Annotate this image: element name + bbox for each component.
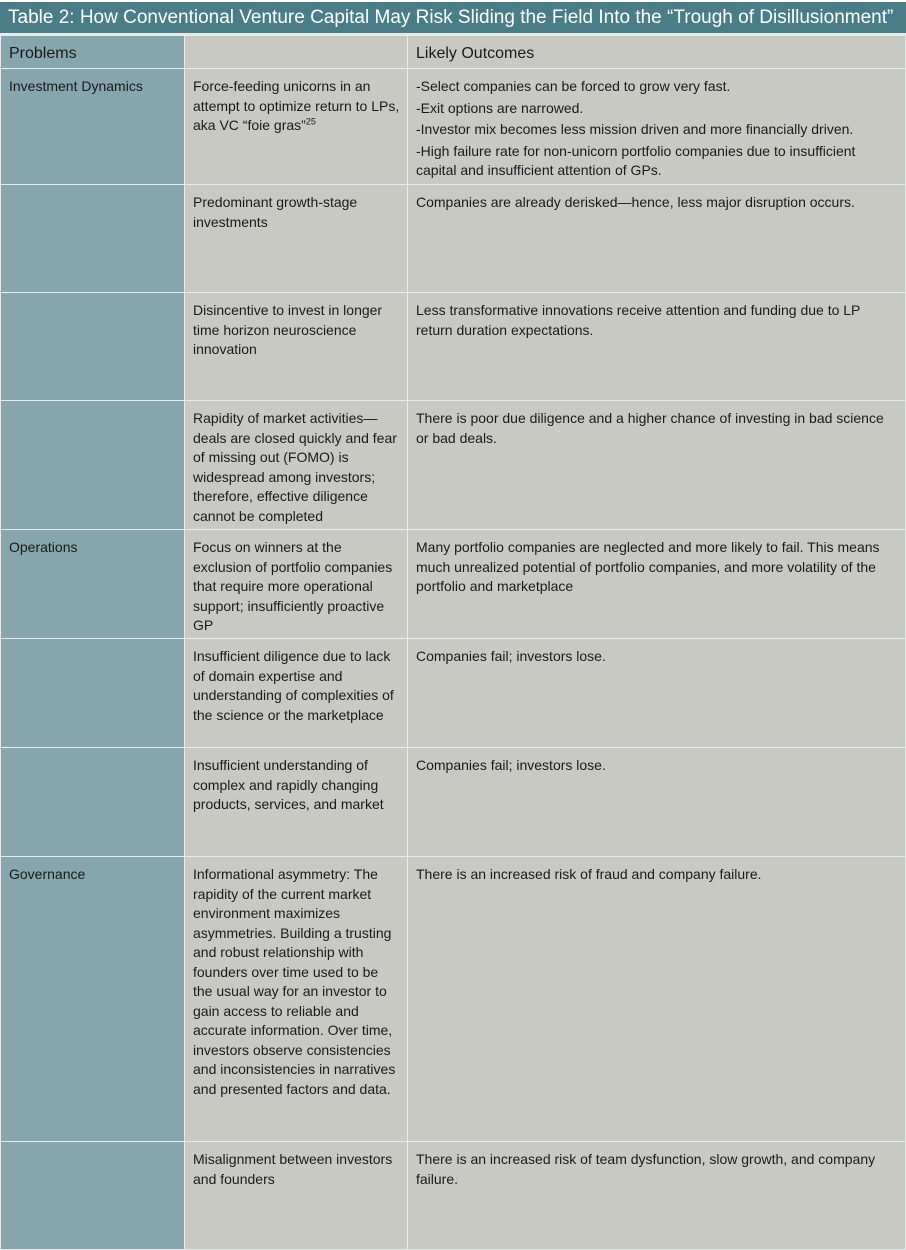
table-row [1,1142,906,1250]
outcomes-cell [408,401,906,530]
category-cell [1,639,185,748]
category-label: Governance [9,866,86,882]
outcome-item: -High failure rate for non-unicorn portfolio companies due to insufficient capital and insufficient attention of GPs. [416,142,856,178]
outcome-item: There is poor due diligence and a higher chance of investing in bad science or bad deals. [416,410,884,446]
problem-cell [185,530,408,639]
outcome-item: -Select companies can be forced to grow very fast. [416,78,731,94]
problem-text: Disincentive to invest in longer time horizon neuroscience innovation [193,302,383,357]
category-cell [1,857,185,1142]
category-cell [1,69,185,185]
problem-text: Insufficient understanding of complex and rapidly changing products, services, and market [193,757,384,812]
table-row [1,293,906,401]
outcome-item: -Investor mix becomes less mission driven and more financially driven. [416,121,854,137]
outcome-item: Companies fail; investors lose. [416,757,606,773]
problem-text: Force-feeding unicorns in an attempt to optimize return to LPs, aka VC “foie gras” [193,78,400,133]
category-cell [1,748,185,857]
problem-cell [185,639,408,748]
problem-cell [185,293,408,401]
table-row [1,69,906,185]
problem-cell [185,748,408,857]
header-middle [185,36,408,69]
table-row [1,857,906,1142]
table-row [1,401,906,530]
header-problems: Problems [1,36,185,69]
problem-cell [185,1142,408,1250]
problem-text: Predominant growth-stage investments [193,194,358,230]
problem-text: Insufficient diligence due to lack of domain expertise and understanding of complexities of the science or the marketplace [193,648,394,723]
problem-cell [185,69,408,185]
category-label: Operations [9,539,78,555]
table-title: Table 2: How Conventional Venture Capital May Risk Sliding the Field Into the “Trough of Disillusionment” [0,2,906,35]
table-row [1,748,906,857]
outcome-item: There is an increased risk of team dysfunction, slow growth, and company failure. [416,1151,876,1187]
category-label: Investment Dynamics [9,78,143,94]
outcomes-cell [408,293,906,401]
outcomes-table [0,35,906,1250]
problem-text: Rapidity of market activities—deals are closed quickly and fear of missing out (FOMO) is widespread among investors; therefore, effective diligence cannot be completed [193,410,397,524]
problem-cell [185,857,408,1142]
outcome-item: Companies are already derisked—hence, less major disruption occurs. [416,194,855,210]
category-cell [1,293,185,401]
table-row [1,530,906,639]
problem-text: Informational asymmetry: The rapidity of the current market environment maximizes asymmetries. Building a trusting and robust relationship with founders over time used to be the usual way for an investor to gain access to reliable and accurate information. Over time, investors observe consistencies and inconsistencies in narratives and presented factors and data. [193,866,396,1097]
category-cell [1,401,185,530]
table-row [1,639,906,748]
outcome-item: There is an increased risk of fraud and company failure. [416,866,762,882]
outcome-item: Less transformative innovations receive attention and funding due to LP return duration expectations. [416,302,861,338]
category-cell [1,530,185,639]
outcomes-cell [408,185,906,293]
outcome-item: -Exit options are narrowed. [416,99,584,116]
category-cell [1,185,185,293]
outcome-item: Companies fail; investors lose. [416,648,606,664]
outcomes-cell [408,748,906,857]
outcomes-cell [408,69,906,185]
problem-text: Focus on winners at the exclusion of portfolio companies that require more operational support; insufficiently proactive GP [193,539,393,633]
problem-cell [185,185,408,293]
header-outcomes: Likely Outcomes [408,36,906,69]
category-cell [1,1142,185,1250]
outcome-item: Many portfolio companies are neglected and more likely to fail. This means much unrealized potential of portfolio companies, and more volatility of the portfolio and marketplace [416,539,880,594]
outcomes-cell [408,857,906,1142]
outcomes-cell [408,639,906,748]
problem-cell [185,401,408,530]
table-row [1,185,906,293]
outcomes-cell [408,1142,906,1250]
table-header-row [1,36,906,69]
outcomes-cell [408,530,906,639]
footnote-ref: 25 [305,116,316,127]
problem-text: Misalignment between investors and founders [193,1151,393,1187]
